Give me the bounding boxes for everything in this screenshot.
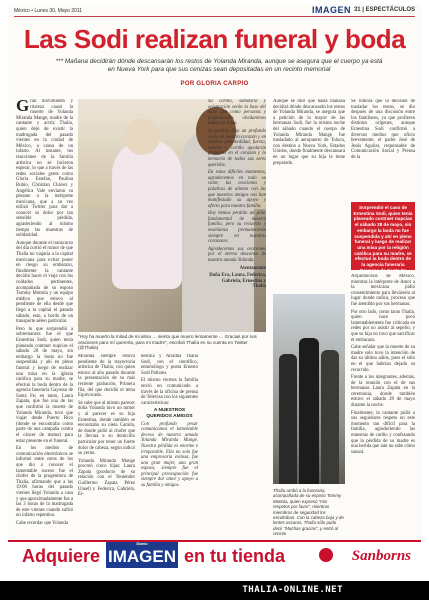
- newspaper-page: [8, 4, 421, 574]
- col3-paragraph-2: El mismo viernes la familia envió un comunicado a través de la oficina de prensa de Televisa con los siguientes características:: [141, 378, 198, 406]
- pull-quote-box: Sorprendió el caso de Ernestina Sodi, quien tenía planeado contraer nupcias el sábado 28 de mayo, sin embargo la boda no fue suspendida y ahí en pleno funeral y luego de realizar una misa por la religión católica para su madre, se efectuó la boda dentro de la agencia funeraria Gayosso de Santa Fe: [351, 202, 415, 270]
- drop-cap: G: [16, 99, 30, 115]
- secondary-photo-caption: Thalía arribó a la funeraria, acompañada de su esposo Tommy Mottola, quien expresó "mis respetos por favor", mientras miembros de seguridad los escoltaban. Con la cabeza baja y de lentes oscuros, Thalía sólo pudo decir "Muchas gracias", y entró al recinto: [273, 488, 344, 537]
- col1-paragraph-4: En los medios de comunicación electrónicos se informó entre otros de los que dio a conocer el lamentable suceso fue el chofer de la progenitora de Thalía, afirmando que a las 19:00 horas del pasado viernes llegó Yolanda a casa y que aproximadamente fue a las 3 horas de la madrugada de este viernes cuando sufrió un infarto repentino.: [16, 446, 73, 519]
- ad-brand-small: Diario: [136, 541, 148, 546]
- sanborns-advertisement[interactable]: [8, 540, 421, 574]
- col2-paragraph-1: Miranda siempre estuvo pendiente de la trayectoria artística de Thalía, con quien estuvo al año pasado durante la presentación de su más reciente grabación, Primera fila, del que decidió el tema Equivocada.: [78, 354, 135, 399]
- article-subheadline: *** Mañana decidirán dónde descansarán los restos de Yolanda Miranda, aunque se asegura que el cuerpo ya está en Nueva York para que sus cenizas sean depositadas en un recinto memorial: [55, 58, 383, 73]
- article-column-6: [351, 99, 415, 201]
- photo-figure-mother-head: [124, 119, 160, 155]
- article-column-5: [273, 99, 345, 289]
- header-page-number: 31 | ESPECTÁCULOS: [353, 7, 415, 13]
- statement-signoff: Atentamente: [239, 265, 266, 271]
- article-column-7: [351, 274, 415, 544]
- header-divider: [14, 16, 415, 17]
- col7-paragraph-4: Frente a los integrantes, además, de la reunión con el de sus hermanas Laura Zapata en la ceremonia, donde también estuvo el sábado 28 de mayo durante la noche.: [351, 375, 415, 409]
- photo2-figure-3: [321, 350, 339, 484]
- ad-text-adquiere: Adquiere: [22, 546, 101, 566]
- col3-paragraph-1: nestina y Ariadna Thalía Sodi, con el científico, entomólogo y poeta Ernesto Sodi Pallares.: [141, 354, 198, 376]
- header-logo: IMAGEN: [312, 5, 351, 15]
- photo2-figure-1: [279, 354, 297, 484]
- watermark-bar: [0, 581, 429, 600]
- article-byline: POR GLORIA CARPIO: [180, 81, 249, 87]
- statement-heading: A NUESTROS QUERIDOS AMIGOS: [146, 408, 193, 419]
- col7-paragraph-1: Arquidiócesis de México, mientras la intérprete de Amor a la mexicana pidió consentimiento para llevárselo al lugar donde radica, proceso que fue atendido por sus hermanas.: [351, 274, 415, 307]
- ad-text-en-tu-tienda: en tu tienda: [184, 546, 286, 566]
- article-column-1: [16, 99, 73, 561]
- col7-paragraph-5: Finalmente, la cantante pidió a sus seguidores respeto en este momento tan difícil para la familia, agradeciendo las muestras de cariño y confesando que la pérdida de su madre es una herida que aún no sabe cómo sanará.: [351, 410, 415, 455]
- col6-paragraph-1: Se rumora que la decisión de trasladar los restos, se dio después de una discusión entre los familiares, ya que profieren distintos orígenes, aunque Ernestina Sodi confirmó a diversos medios que oficio brevemente, el padre José de Jesús Aguilar, responsable de Comunicación Social y Prensa de la: [351, 99, 415, 160]
- photo-figure-mother: [112, 139, 182, 289]
- watermark-text: THALIA-ONLINE.NET: [242, 585, 343, 595]
- col5-paragraph-1: Aunque se dice que hasta mañana decidirá dónde descansarán los restos de Yolanda Miranda, se asegura que a petición de la mayor de las hermanas Sodi, fue la misma noche del sábado cuando el cuerpo de Yolanda Miranda Mange fue trasladado al aeropuerto de Toluca, con destino a Nueva York, Estados Unidos, donde finalmente descansará en un lugar que su hija le tiene preparado.: [273, 99, 345, 166]
- col7-paragraph-3: Cabe señalar que la muerte de su madre solo tuvo la intención de dar su último adiós, pues el sitio en el que habrían dejado su recorrido.: [351, 345, 415, 373]
- photo2-figure-2: [299, 338, 319, 484]
- ad-brand-logo: [106, 542, 178, 568]
- ad-store-name: Sanborns: [351, 548, 411, 564]
- page-header: [8, 4, 421, 18]
- main-photo-caption: "Hoy ha muerto la mitad de mi alma … siento que muero lentamente … Gracias por sus oraciones para mí quererla, para mi madre", escribió Thalía en su cuenta en Twitter (@Thalia): [78, 334, 257, 351]
- header-date: México • Lunes 30, Mayo 2011: [14, 8, 83, 14]
- ad-brand-name: IMAGEN: [108, 547, 176, 566]
- article-column-4: [208, 99, 266, 379]
- col7-paragraph-2: Por otro lado, como tanto Thalía, quien hace poco lamentablemente fue criticada en redes por no asistir al sepelio, y que su hija no tuvo que sacrificar el embarazo.: [351, 309, 415, 343]
- col4-paragraph-3: En estos difíciles momentos, agradecemos en todo su valor, las oraciones y palabras de aliento con las que nuestros amigos nos han manifestado su apoyo y afecto para nuestra familia.: [208, 170, 266, 209]
- col1-paragraph-5: Cabe recordar que Yolanda: [16, 520, 68, 526]
- secondary-photo: [273, 294, 345, 484]
- col1-paragraph-1: ran movimiento y tristeza causó la muerte de Yolanda Miranda Mange, madre de la cantante y actriz Thalía, quien dejó de existir la madrugada del pasado viernes en la ciudad de México, a causa de un infarto. Al instante, los reacciones de la familia artística no se hicieron esperar, lo que a través de las redes sociales gente como Gloria Estefan, Paulina Rubio, Christian Chávez y Angélica Vale enviaron su pésame a la intérprete mexicana, que a su vez utilizó Twitter para dar a conocer su dolor por tan sensible pérdida, agradeciendo al mismo tiempo las muestras de solidaridad.: [16, 99, 73, 239]
- col3-paragraph-3: Con profundo pesar comunicamos el lamentable deceso de nuestra amada Yolanda Miranda Mange. Nuestra pérdida es enorme e irreparable. Ella no solo fue una empresaria exitosa, fue una gran mujer, una gran esposa, siempre fue el principal preocupación fue siempre dar amor y apoyo a su familia y amigos.: [141, 421, 198, 489]
- col4-paragraph-2: Su partida deja un profundo vacío en nuestro corazón y en nuestra personalidad, fuerza, talento y cariño quedarán grabados en el corazón y la memoria de todos sus seres queridos.: [208, 128, 266, 168]
- col4-paragraph-1: Su cariño, sabiduría y orientación serán la base del éxito que como personas y profesionales olvidaremos todas sus hijas.: [208, 99, 266, 127]
- sanborns-owl-icon: [319, 548, 333, 562]
- article-column-2: [78, 354, 135, 561]
- col1-paragraph-2: Aunque durante el transcurso del día corrió el rumor de que Thalía no viajaría a la capital mexicana para evitar poner en riesgo su embarazo, finalmente la cantante decidió hacer el viaje con los cuidados pertinentes, acompañada de su esposo Tommy Mottola y un equipo médico que estuvo al pendiente de ella desde que llegó a la capital el pasado sábado, esto, a bordo de un transporte aéreo particular.: [16, 240, 73, 325]
- col4-paragraph-4: Hoy hemos perdido un pilar fundamental de nuestra familia, pero su recuerdo y enseñanza permanecerán siempre en nuestros corazones.: [208, 211, 266, 245]
- article-column-3: [141, 354, 198, 561]
- col4-paragraph-5: Agradecemos sus oraciones por el eterno descanso de nuestra amada Yolanda.: [208, 246, 266, 264]
- col2-paragraph-3: Yolanda Miranda Mange procreó cinco hijas: Laura Zapata (producto de su relación con el Teniendor Guillermo Zapata Pérez Unsel) y Federica, Gabriela, Er-: [78, 458, 135, 498]
- col1-paragraph-3: Pero lo que sorprendió a sobremanera fue el que Ernestina Sodi, quien tenía planeado contraer nupcias el sábado 28 de mayo, sin embargo la boda no fue suspendida y ahí en pleno funeral y luego de realizar una misa en la iglesia católica para su madre, se efectuó la boda dentro de la agencia funeraria Gayosso de Santa Fe; en tanto, Laura Zapata, que fue una de las que confirmó la muerte de Yolanda Miranda, tuvo que viajar desde Puerto Rico (donde se encontraba como parte de una campaña contra el cáncer de mama) para estar presente en el funeral.: [16, 326, 73, 444]
- col2-paragraph-2: Se sabe que al mismo parecer doña Yolanda tuvo un tumor y al parecer es su hija Ernestina, donde también se encontraba su nieta Camila, de donde pidió al chofer que la llevara a su domicilio particular por tener un fuerte dolor de cabeza, según indicó su yerno.: [78, 400, 135, 457]
- article-headline: Las Sodi realizan funeral y boda: [23, 24, 406, 54]
- statement-signatories: Doña Eva, Laura, Federica, Gabriela, Ernestina y Thalía: [209, 273, 266, 290]
